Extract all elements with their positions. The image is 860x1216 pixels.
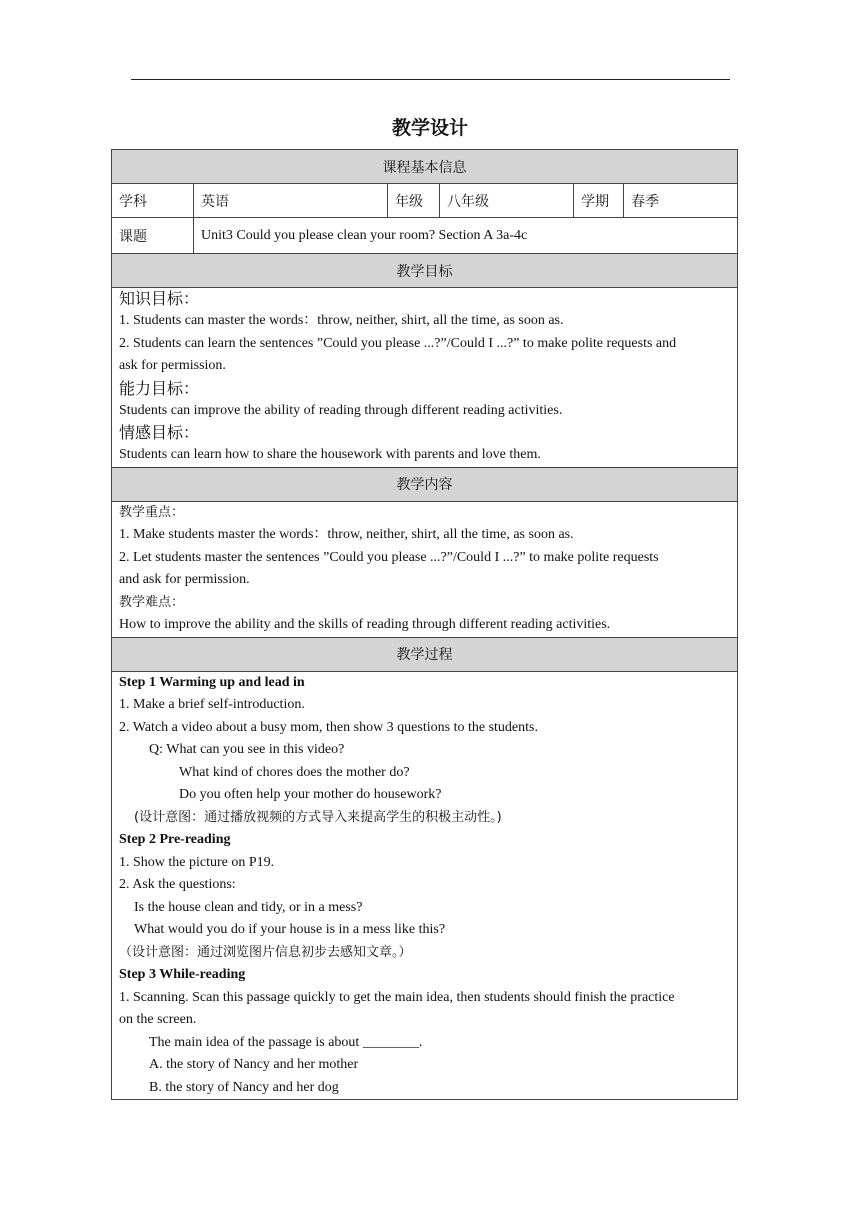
key-point-1: 1. Make students master the words：throw, neither, shirt, all the time, as soon as. (119, 527, 574, 542)
step-3-option-a: A. the story of Nancy and her mother (149, 1057, 359, 1072)
difficult-points-title: 教学难点： (119, 594, 185, 610)
knowledge-goal-1: 1. Students can master the words：throw, neither, shirt, all the time, as soon as. (119, 313, 564, 328)
step-3-item-1-cont: on the screen. (119, 1012, 197, 1027)
step-3-question: The main idea of the passage is about ________. (149, 1034, 423, 1050)
process-header: 教学过程 (112, 637, 738, 671)
step-1-title: Step 1 Warming up and lead in (119, 674, 305, 690)
step-2-title: Step 2 Pre-reading (119, 832, 231, 847)
term-value: 春季 (624, 184, 738, 218)
key-points-title: 教学重点： (119, 504, 185, 520)
lesson-plan-table (111, 149, 738, 1100)
difficult-point: How to improve the ability and the skills of reading through different reading activities. (119, 617, 611, 632)
ability-goal-title: 能力目标： (119, 378, 200, 398)
process-header-row (112, 637, 738, 671)
topic-value: Unit3 Could you please clean your room? Section A 3a-4c (194, 218, 738, 254)
content-row (112, 501, 738, 637)
knowledge-goal-2: 2. Students can learn the sentences ”Could you please ...?”/Could I ...?” to make polite requests and (119, 335, 677, 351)
emotion-goal-title: 情感目标： (119, 423, 200, 442)
ability-goal: Students can improve the ability of reading through different reading activities. (119, 402, 563, 418)
grade-label: 年级 (388, 184, 440, 218)
step-1-design-note: (设计意图：通过播放视频的方式导入来提高学生的积极主动性。) (134, 809, 502, 825)
step-2-question-2: What would you do if your house is in a mess like this? (134, 922, 446, 937)
basic-info-header: 课程基本信息 (112, 150, 738, 184)
step-1-question-1: Q: What can you see in this video? (149, 742, 345, 757)
step-1-question-3: Do you often help your mother do housework? (179, 787, 442, 802)
emotion-goal: Students can learn how to share the housework with parents and love them. (119, 447, 541, 462)
goals-cell (112, 288, 738, 468)
grade-value: 八年级 (440, 184, 574, 218)
goals-header-row (112, 254, 738, 288)
knowledge-goal-title: 知识目标： (119, 289, 200, 308)
step-2-question-1: Is the house clean and tidy, or in a mess? (134, 899, 363, 915)
basic-info-header-row (112, 150, 738, 184)
step-2-item-1: 1. Show the picture on P19. (119, 854, 275, 870)
knowledge-goal-2-cont: ask for permission. (119, 358, 226, 373)
content-header-row (112, 467, 738, 501)
content-cell (112, 501, 738, 637)
content-header: 教学内容 (112, 467, 738, 501)
subject-value: 英语 (194, 184, 388, 218)
term-label: 学期 (574, 184, 624, 218)
process-cell (112, 671, 738, 1100)
topic-label: 课题 (112, 218, 194, 254)
step-3-item-1: 1. Scanning. Scan this passage quickly to get the main idea, then students should finish the practice (119, 989, 675, 1005)
step-2-design-note: （设计意图：通过浏览图片信息初步去感知文章。） (119, 944, 412, 960)
step-1-item-1: 1. Make a brief self-introduction. (119, 697, 305, 712)
subject-label: 学科 (112, 184, 194, 218)
topic-row (112, 218, 738, 254)
step-3-title: Step 3 While-reading (119, 967, 246, 982)
step-1-question-2: What kind of chores does the mother do? (179, 764, 410, 780)
goals-header: 教学目标 (112, 254, 738, 288)
step-3-option-b: B. the story of Nancy and her dog (149, 1079, 339, 1095)
header-rule (131, 79, 730, 80)
goals-row (112, 288, 738, 468)
process-row (112, 671, 738, 1100)
step-2-item-2: 2. Ask the questions: (119, 877, 236, 892)
step-1-item-2: 2. Watch a video about a busy mom, then show 3 questions to the students. (119, 719, 538, 735)
key-point-2-cont: and ask for permission. (119, 572, 250, 587)
info-row (112, 184, 738, 218)
key-point-2: 2. Let students master the sentences ”Could you please ...?”/Could I ...?” to make polite requests (119, 549, 659, 565)
document-title: 教学设计 (391, 117, 468, 139)
